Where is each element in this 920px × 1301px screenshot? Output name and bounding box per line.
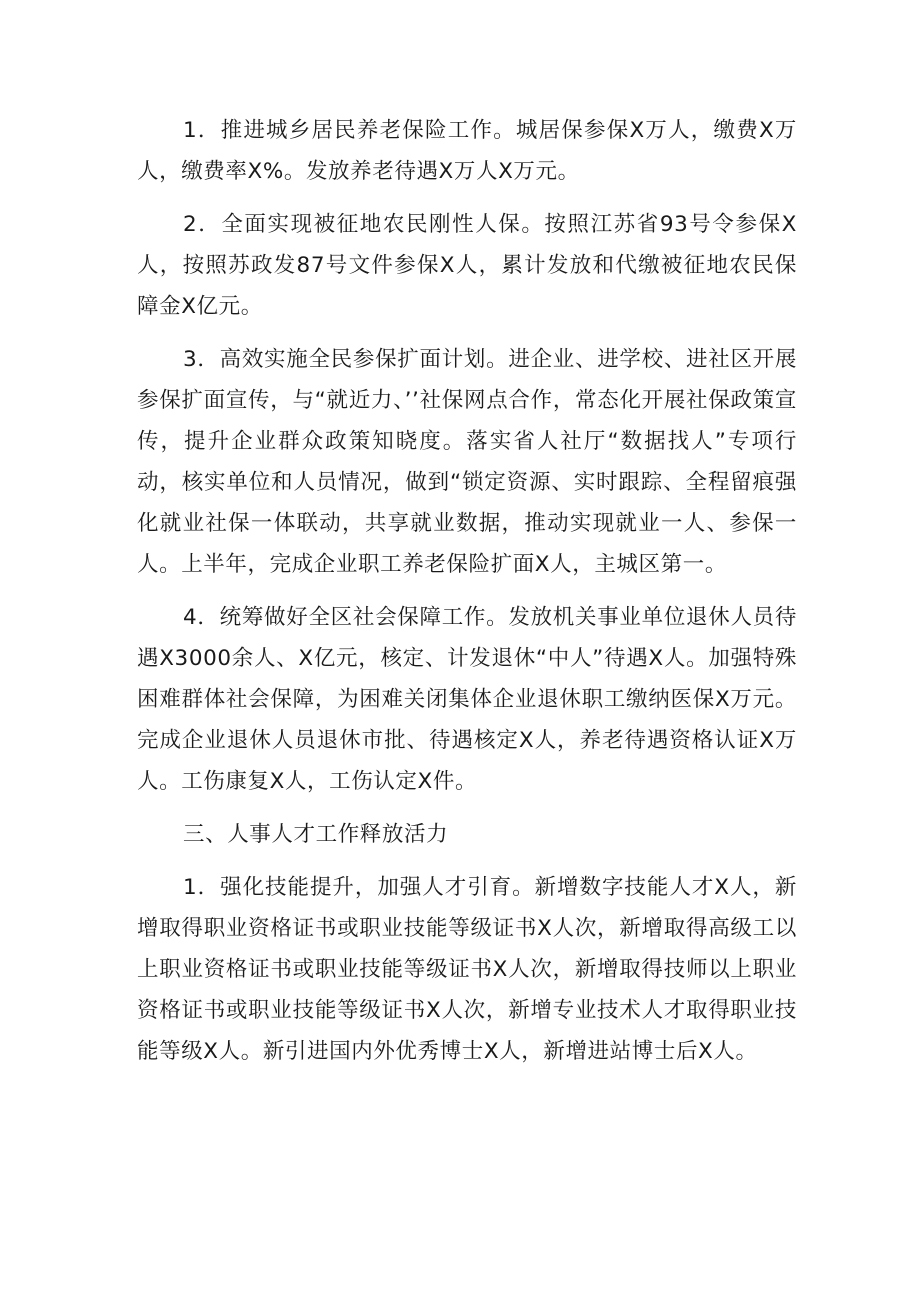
paragraph-skills-talent: 1．强化技能提升，加强人才引育。新增数字技能人才X人，新增取得职业资格证书或职业技能等级证书X人次，新增取得高级工以上职业资格证书或职业技能等级证书X人次，新增取得技师以上职业资格证书或职业技能等级证书X人次，新增专业技术人才取得职业技能等级X人。新引进国内外优秀博士X人，新增进站博士后X人。 — [137, 875, 797, 1064]
paragraph-universal-insurance: 3．高效实施全民参保扩面计划。进企业、进学校、进社区开展参保扩面宣传，与“就近力、’’社保网点合作，常态化开展社保政策宣传，提升企业群众政策知晓度。落实省人社厅“数据找人”专项行动，核实单位和人员情况，做到“锁定资源、实时跟踪、全程留痕强化就业社保一体联动，共享就业数据，推动实现就业一人、参保一人。上半年，完成企业职工养老保险扩面X人，主城区第一。 — [137, 347, 797, 577]
document-body — [137, 110, 797, 1084]
paragraph-urban-rural-pension: 1．推进城乡居民养老保险工作。城居保参保X万人，缴费X万人，缴费率X%。发放养老待遇X万人X万元。 — [137, 118, 797, 184]
paragraph-social-security: 4．统筹做好全区社会保障工作。发放机关事业单位退休人员待遇X3000余人、X亿元，核定、计发退休“中人”待遇X人。加强特殊困难群体社会保障，为困难关闭集体企业退休职工缴纳医保X万元。完成企业退休人员退休市批、待遇核定X人，养老待遇资格认证X万人。工伤康复X人，工伤认定X件。 — [137, 605, 797, 794]
section-heading-personnel: 三、人事人才工作释放活力 — [183, 822, 449, 847]
paragraph-land-expropriated-farmers: 2．全面实现被征地农民刚性人保。按照江苏省93号令参保X人，按照苏政发87号文件参保X人，累计发放和代缴被征地农民保障金X亿元。 — [137, 212, 797, 319]
